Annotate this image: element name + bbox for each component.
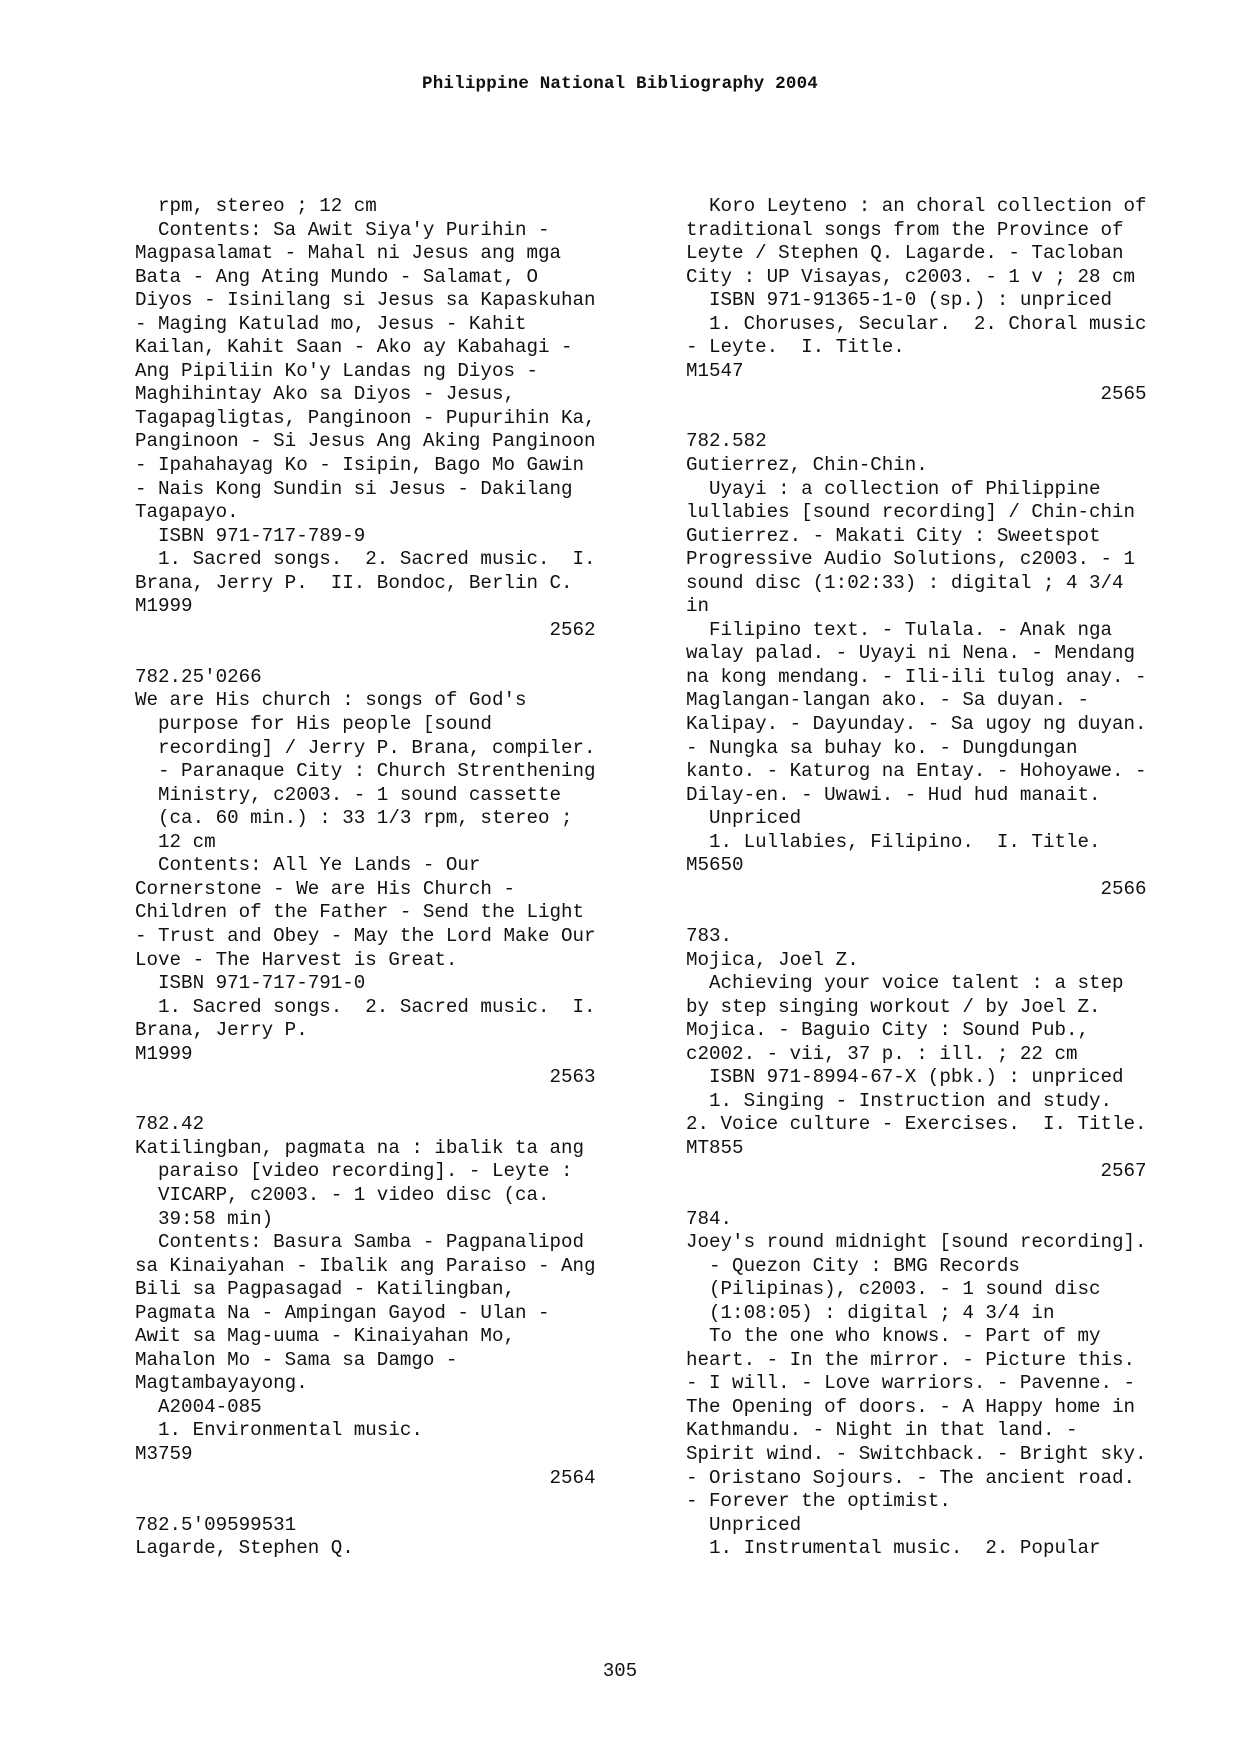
text-line: - Quezon City : BMG Records: [686, 1254, 1020, 1277]
text-line: 782.25'0266: [135, 665, 262, 688]
text-line: 782.5'09599531: [135, 1513, 297, 1536]
text-line: in: [686, 595, 710, 618]
text-line: Maghihintay Ako sa Diyos - Jesus,: [135, 383, 515, 406]
text-line: ISBN 971-717-789-9: [135, 524, 366, 547]
text-line: Magpasalamat - Mahal ni Jesus ang mga: [135, 242, 562, 265]
text-line: M1999: [135, 1042, 193, 1065]
text-line: Kailan, Kahit Saan - Ako ay Kabahagi -: [135, 336, 573, 359]
text-line: Ang Pipiliin Ko'y Landas ng Diyos -: [135, 359, 539, 382]
text-line: [686, 901, 1206, 925]
text-line: 1. Sacred songs. 2. Sacred music. I.: [135, 995, 596, 1018]
text-line: 2564: [135, 1466, 596, 1489]
text-line: Kathmandu. - Night in that land. -: [686, 1419, 1078, 1442]
text-line: Contents: Sa Awit Siya'y Purihin -: [135, 218, 550, 241]
text-line: - Forever the optimist.: [686, 1490, 951, 1513]
text-line: 2565: [686, 383, 1147, 406]
text-line: - Leyte. I. Title.: [686, 336, 905, 359]
text-line: M3759: [135, 1442, 193, 1465]
text-line: (ca. 60 min.) : 33 1/3 rpm, stereo ;: [135, 807, 573, 830]
text-line: Kalipay. - Dayunday. - Sa ugoy ng duyan.: [686, 713, 1147, 736]
text-line: rpm, stereo ; 12 cm: [135, 195, 377, 217]
text-line: The Opening of doors. - A Happy home in: [686, 1395, 1136, 1418]
text-line: Mojica, Joel Z.: [686, 948, 859, 971]
text-line: (Pilipinas), c2003. - 1 sound disc: [686, 1278, 1101, 1301]
text-line: Gutierrez, Chin-Chin.: [686, 454, 928, 477]
page-title: Philippine National Bibliography 2004: [422, 74, 818, 94]
text-line: Love - The Harvest is Great.: [135, 948, 458, 971]
text-line: traditional songs from the Province of: [686, 218, 1124, 241]
text-line: Gutierrez. - Makati City : Sweetspot: [686, 524, 1101, 547]
text-line: - Trust and Obey - May the Lord Make Our: [135, 924, 596, 947]
text-line: 1. Environmental music.: [135, 1419, 423, 1442]
text-line: 782.42: [135, 1113, 205, 1136]
text-line: Katilingban, pagmata na : ibalik ta ang: [135, 1136, 585, 1159]
text-line: 783.: [686, 924, 733, 947]
text-line: lullabies [sound recording] / Chin-chin: [686, 501, 1136, 524]
text-line: To the one who knows. - Part of my: [686, 1325, 1101, 1348]
text-line: M1999: [135, 595, 193, 618]
text-line: 784.: [686, 1207, 733, 1230]
text-line: Awit sa Mag-uuma - Kinaiyahan Mo,: [135, 1325, 515, 1348]
text-line: Contents: All Ye Lands - Our: [135, 854, 481, 877]
text-line: sa Kinaiyahan - Ibalik ang Paraiso - Ang: [135, 1254, 596, 1277]
text-line: Progressive Audio Solutions, c2003. - 1: [686, 548, 1136, 571]
text-line: Spirit wind. - Switchback. - Bright sky.: [686, 1442, 1147, 1465]
text-line: Magtambayayong.: [135, 1372, 308, 1395]
text-line: 12 cm: [135, 830, 216, 853]
text-line: Diyos - Isinilang si Jesus sa Kapaskuhan: [135, 289, 596, 312]
text-line: Leyte / Stephen Q. Lagarde. - Tacloban: [686, 242, 1124, 265]
text-line: Contents: Basura Samba - Pagpanalipod: [135, 1231, 585, 1254]
text-line: Panginoon - Si Jesus Ang Aking Panginoon: [135, 430, 596, 453]
text-line: Tagapayo.: [135, 501, 239, 524]
text-line: recording] / Jerry P. Brana, compiler.: [135, 736, 596, 759]
text-line: Tagapagligtas, Panginoon - Pupurihin Ka,: [135, 406, 596, 429]
text-line: - Oristano Sojours. - The ancient road.: [686, 1466, 1136, 1489]
text-line: We are His church : songs of God's: [135, 689, 527, 712]
text-line: Brana, Jerry P. II. Bondoc, Berlin C.: [135, 571, 573, 594]
text-line: - I will. - Love warriors. - Pavenne. -: [686, 1372, 1136, 1395]
text-line: - Nungka sa buhay ko. - Dungdungan: [686, 736, 1078, 759]
text-line: heart. - In the mirror. - Picture this.: [686, 1348, 1136, 1371]
text-line: Bata - Ang Ating Mundo - Salamat, O: [135, 265, 539, 288]
text-line: Mahalon Mo - Sama sa Damgo -: [135, 1348, 458, 1371]
text-line: Maglangan-langan ako. - Sa duyan. -: [686, 689, 1090, 712]
text-line: - Paranaque City : Church Strenthening: [135, 760, 596, 783]
text-line: Filipino text. - Tulala. - Anak nga: [686, 618, 1113, 641]
text-line: 2567: [686, 1160, 1147, 1183]
text-line: 782.582: [686, 430, 767, 453]
text-line: Brana, Jerry P.: [135, 1019, 308, 1042]
text-line: Pagmata Na - Ampingan Gayod - Ulan -: [135, 1301, 550, 1324]
text-line: Joey's round midnight [sound recording].: [686, 1231, 1147, 1254]
text-line: 2. Voice culture - Exercises. I. Title.: [686, 1113, 1147, 1136]
text-line: 39:58 min): [135, 1207, 274, 1230]
text-line: 2562: [135, 618, 596, 641]
text-line: 2563: [135, 1066, 596, 1089]
page-number: 305: [602, 1660, 638, 1682]
text-line: - Maging Katulad mo, Jesus - Kahit: [135, 312, 527, 335]
text-line: Unpriced: [686, 807, 802, 830]
text-line: (1:08:05) : digital ; 4 3/4 in: [686, 1301, 1055, 1324]
text-line: [135, 642, 655, 666]
text-line: Cornerstone - We are His Church -: [135, 877, 515, 900]
text-line: na kong mendang. - Ili-ili tulog anay. -: [686, 665, 1147, 688]
text-line: Bili sa Pagpasagad - Katilingban,: [135, 1278, 515, 1301]
text-line: 1. Choruses, Secular. 2. Choral music: [686, 312, 1147, 335]
text-line: purpose for His people [sound: [135, 713, 492, 736]
text-line: Uyayi : a collection of Philippine: [686, 477, 1101, 500]
text-line: - Ipahahayag Ko - Isipin, Bago Mo Gawin: [135, 454, 585, 477]
right-column: [686, 195, 1206, 1561]
text-line: 2566: [686, 877, 1147, 900]
left-column: [135, 195, 655, 1561]
text-line: kanto. - Katurog na Entay. - Hohoyawe. -: [686, 760, 1147, 783]
text-line: ISBN 971-717-791-0: [135, 972, 366, 995]
text-line: 1. Singing - Instruction and study.: [686, 1089, 1113, 1112]
text-line: Mojica. - Baguio City : Sound Pub.,: [686, 1019, 1090, 1042]
text-line: paraiso [video recording]. - Leyte :: [135, 1160, 573, 1183]
text-line: VICARP, c2003. - 1 video disc (ca.: [135, 1183, 550, 1206]
text-line: M1547: [686, 359, 744, 382]
text-line: by step singing workout / by Joel Z.: [686, 995, 1101, 1018]
text-line: M5650: [686, 854, 744, 877]
text-line: Dilay-en. - Uwawi. - Hud hud manait.: [686, 783, 1101, 806]
text-line: 1. Sacred songs. 2. Sacred music. I.: [135, 548, 596, 571]
text-line: ISBN 971-8994-67-X (pbk.) : unpriced: [686, 1066, 1124, 1089]
text-line: c2002. - vii, 37 p. : ill. ; 22 cm: [686, 1042, 1078, 1065]
text-line: 1. Instrumental music. 2. Popular: [686, 1537, 1101, 1560]
text-line: Unpriced: [686, 1513, 802, 1536]
text-line: Achieving your voice talent : a step: [686, 972, 1124, 995]
text-line: City : UP Visayas, c2003. - 1 v ; 28 cm: [686, 265, 1136, 288]
text-line: Lagarde, Stephen Q.: [135, 1537, 354, 1560]
text-line: ISBN 971-91365-1-0 (sp.) : unpriced: [686, 289, 1113, 312]
text-line: [686, 1184, 1206, 1208]
text-line: Ministry, c2003. - 1 sound cassette: [135, 783, 562, 806]
text-line: walay palad. - Uyayi ni Nena. - Mendang: [686, 642, 1136, 665]
text-line: Koro Leyteno : an choral collection of: [686, 195, 1147, 217]
text-line: sound disc (1:02:33) : digital ; 4 3/4: [686, 571, 1124, 594]
text-line: A2004-085: [135, 1395, 262, 1418]
text-line: [135, 1490, 655, 1514]
text-line: MT855: [686, 1136, 744, 1159]
text-line: Children of the Father - Send the Light: [135, 901, 585, 924]
text-line: 1. Lullabies, Filipino. I. Title.: [686, 830, 1101, 853]
text-line: [686, 407, 1206, 431]
text-line: [135, 1090, 655, 1114]
text-line: - Nais Kong Sundin si Jesus - Dakilang: [135, 477, 573, 500]
